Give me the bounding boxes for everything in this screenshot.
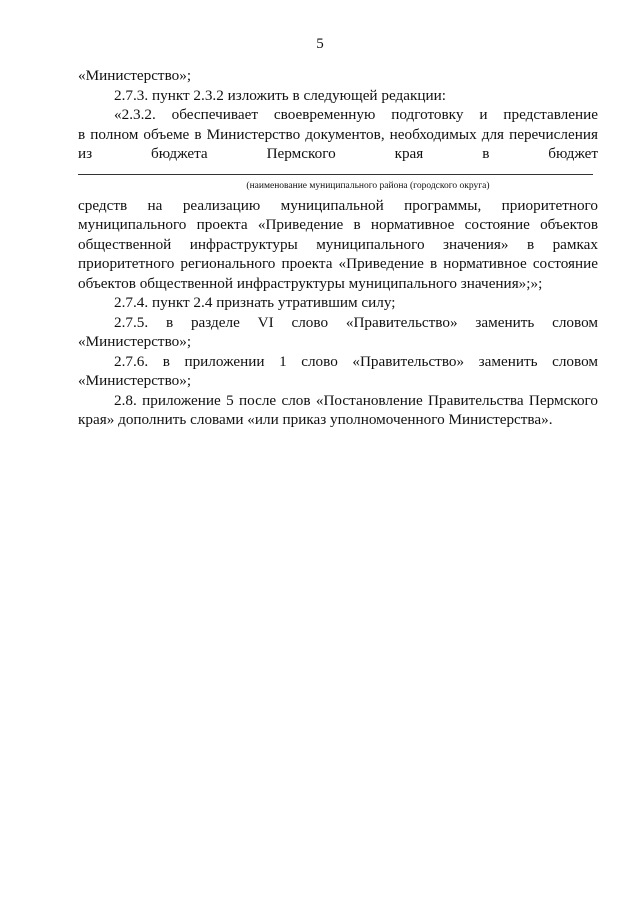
text-line: объектов общественной инфраструктуры муниципального значения»;»; [78,274,543,292]
text-line: в полном объеме в Министерство документов, необходимых для перечисления [78,125,598,143]
document-body [78,66,598,430]
paragraph-2-7-5: 2.7.5. в разделе VI слово «Правительство» заменить словом [114,313,598,331]
fill-in-blank-line [78,172,593,175]
text-line: муниципального проекта «Приведение в нормативное состояние объектов [78,216,598,233]
text-line: «Министерство»; [78,67,192,84]
paragraph-2-8: 2.8. приложение 5 после слов «Постановление Правительства Пермского [114,391,598,409]
blank-line-caption: (наименование муниципального района (городского округа) [246,180,490,191]
paragraph-2-7-6: 2.7.6. в приложении 1 слово «Правительство» заменить словом [114,352,598,370]
text-line: «Министерство»; [78,372,192,389]
text-line: приоритетного регионального проекта «Приведение в нормативное состояние [78,255,598,272]
text-line: «Министерство»; [78,333,192,350]
paragraph-2-7-3: 2.7.3. пункт 2.3.2 изложить в следующей редакции: [114,86,446,104]
page-number: 5 [316,36,324,52]
text-line: края» дополнить словами «или приказ уполномоченного Министерства». [78,411,553,428]
text-line: из бюджета Пермского края в бюджет [78,145,598,162]
text-line: общественной инфраструктуры муниципального значения» в рамках [78,235,598,253]
paragraph-2-7-4: 2.7.4. пункт 2.4 признать утратившим силу; [114,294,396,311]
text-line: средств на реализацию муниципальной программы, приоритетного [78,196,598,214]
paragraph-2-3-2: «2.3.2. обеспечивает своевременную подготовку и представление [114,106,598,123]
